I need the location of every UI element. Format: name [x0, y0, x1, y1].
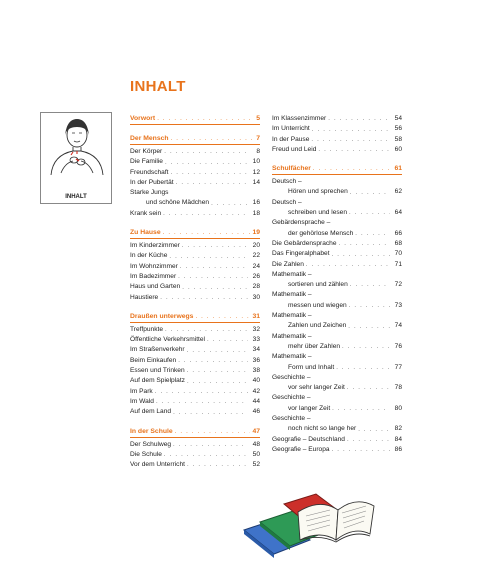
- entry-title: noch nicht so lange her: [288, 425, 357, 433]
- toc-right-column: [272, 114, 402, 464]
- entry-page-number: 46: [252, 408, 260, 416]
- toc-entry: [272, 187, 402, 197]
- page-title: INHALT: [130, 78, 186, 95]
- toc-section-heading: [130, 427, 260, 438]
- section-page-number: 7: [256, 135, 260, 142]
- entry-title: In der Küche: [130, 252, 168, 260]
- toc-entry: [272, 249, 402, 259]
- dot-leader: [336, 364, 390, 373]
- toc-section-vorwort: [130, 114, 260, 125]
- entry-page-number: 42: [252, 387, 260, 395]
- sign-caption: INHALT: [65, 194, 87, 200]
- dot-leader: [173, 409, 248, 418]
- toc-section-in-der-schule: [130, 427, 260, 471]
- dot-leader: [349, 302, 390, 311]
- dot-leader: [306, 261, 390, 270]
- section-heading-text: In der Schule: [130, 427, 173, 435]
- dot-leader: [328, 115, 390, 124]
- entry-page-number: 40: [252, 377, 260, 385]
- toc-entry: [272, 414, 402, 424]
- entry-title: Im Park: [130, 387, 153, 395]
- dot-leader: [178, 273, 248, 282]
- section-page-number: 31: [252, 312, 260, 320]
- entry-page-number: 30: [252, 293, 260, 301]
- entry-title: Im Klassenzimmer: [272, 115, 327, 122]
- entry-title: Mathematik –: [272, 332, 312, 340]
- entry-page-number: 78: [394, 384, 402, 392]
- entry-title: Öffentliche Verkehrsmittel: [130, 336, 206, 344]
- entry-title: Geschichte –: [272, 373, 311, 381]
- entry-title: Die Schule: [130, 450, 162, 458]
- toc-entry: [272, 404, 402, 414]
- entry-title: Im Unterricht: [272, 125, 310, 133]
- section-page-number: 61: [394, 165, 402, 173]
- entry-title: Im Wald: [130, 397, 154, 405]
- toc-entry: [272, 301, 402, 311]
- dot-leader: [169, 253, 248, 262]
- toc-entry: [130, 251, 260, 261]
- toc-entry: [272, 260, 402, 270]
- dot-leader: [180, 263, 248, 272]
- dot-leader: [165, 326, 248, 335]
- toc-entry: [272, 114, 402, 124]
- toc-entry: [130, 262, 260, 272]
- entry-page-number: 76: [394, 342, 402, 350]
- entry-page-number: 44: [252, 397, 260, 405]
- toc-entry: [130, 460, 260, 470]
- dot-leader: [187, 347, 248, 356]
- entry-page-number: 28: [252, 283, 260, 291]
- entry-title: schreiben und lesen: [288, 209, 348, 217]
- toc-entry: [130, 345, 260, 355]
- section-heading-text: Draußen unterwegs: [130, 312, 194, 320]
- entry-page-number: 38: [252, 367, 260, 375]
- dot-leader: [332, 405, 390, 414]
- section-page-number: 47: [252, 427, 260, 435]
- entry-title: Auf dem Land: [130, 408, 172, 416]
- toc-entry: [130, 335, 260, 345]
- toc-section-heading: [130, 134, 260, 145]
- toc-entry: [272, 177, 402, 187]
- entry-page-number: 8: [256, 148, 260, 155]
- entry-page-number: 48: [252, 440, 260, 448]
- dot-leader: [342, 343, 390, 352]
- entry-title: Krank sein: [130, 209, 162, 217]
- dot-leader: [347, 384, 390, 393]
- toc-entry: [130, 168, 260, 178]
- dot-leader: [173, 441, 248, 450]
- dot-leader: [163, 210, 248, 219]
- toc-section-schulfaecher: [272, 164, 402, 455]
- entry-page-number: 16: [252, 199, 260, 207]
- entry-page-number: 50: [252, 450, 260, 458]
- entry-title: Hören und sprechen: [288, 188, 348, 196]
- toc-entry: [130, 407, 260, 417]
- dot-leader: [182, 284, 248, 293]
- toc-entry: [130, 188, 260, 198]
- entry-page-number: 74: [394, 322, 402, 330]
- entry-page-number: 14: [252, 178, 260, 186]
- entry-title: der gehörlose Mensch: [288, 229, 354, 237]
- entry-page-number: 36: [252, 356, 260, 364]
- toc-entry: [130, 147, 260, 157]
- toc-section-zu-hause: [130, 228, 260, 303]
- toc-entry: [272, 342, 402, 352]
- dot-leader: [170, 169, 248, 178]
- toc-entry: [130, 209, 260, 219]
- entry-title: Im Badezimmer: [130, 272, 177, 280]
- entry-page-number: 20: [252, 242, 260, 250]
- entry-title: Zahlen und Zeichen: [288, 322, 347, 330]
- toc-entry: [272, 311, 402, 321]
- dot-leader: [332, 446, 390, 455]
- entry-page-number: 72: [394, 281, 402, 289]
- toc-entry: [130, 440, 260, 450]
- toc-entry: [130, 282, 260, 292]
- entry-title: Haustiere: [130, 293, 159, 301]
- toc-entry: [272, 424, 402, 434]
- dot-leader: [157, 115, 254, 124]
- entry-page-number: 18: [252, 209, 260, 217]
- toc-entry: [272, 280, 402, 290]
- section-page-number: 19: [252, 229, 260, 237]
- toc-entry: [272, 135, 402, 145]
- toc-entry: [130, 178, 260, 188]
- toc-entry: [272, 373, 402, 383]
- entry-page-number: 52: [252, 461, 260, 469]
- entry-title: Im Straßenverkehr: [130, 346, 185, 354]
- entry-title: Im Wohnzimmer: [130, 262, 178, 270]
- entry-page-number: 80: [394, 404, 402, 412]
- entry-title: Vor dem Unterricht: [130, 461, 185, 469]
- toc-left-column: [130, 114, 260, 479]
- entry-title: messen und wiegen: [288, 301, 347, 309]
- toc-entry: [130, 450, 260, 460]
- dot-leader: [347, 436, 390, 445]
- entry-page-number: 10: [252, 158, 260, 166]
- entry-page-number: 71: [394, 260, 402, 268]
- entry-title: und schöne Mädchen: [146, 199, 210, 207]
- toc-entry: [272, 145, 402, 155]
- entry-title: Die Gebärdensprache: [272, 239, 337, 247]
- toc-entry: [130, 293, 260, 303]
- entry-page-number: 60: [394, 145, 402, 153]
- entry-page-number: 77: [394, 363, 402, 371]
- section-heading-text: Zu Hause: [130, 229, 161, 237]
- dot-leader: [350, 189, 390, 198]
- section-page-number: 5: [256, 115, 260, 122]
- entry-title: Haus und Garten: [130, 283, 181, 291]
- entry-title: Der Schulweg: [130, 440, 172, 448]
- entry-page-number: 84: [394, 435, 402, 443]
- toc-section-continued: [272, 114, 402, 155]
- toc-entry: [272, 383, 402, 393]
- entry-title: Im Kinderzimmer: [130, 242, 180, 250]
- toc-entry: [272, 445, 402, 455]
- entry-title: Mathematik –: [272, 270, 312, 278]
- dot-leader: [358, 426, 390, 435]
- dot-leader: [311, 136, 390, 145]
- toc-entry: [272, 393, 402, 403]
- signing-person-icon: [41, 113, 113, 205]
- toc-entry: [272, 239, 402, 249]
- entry-title: Starke Jungs: [130, 189, 169, 197]
- entry-title: Das Fingeralphabet: [272, 250, 330, 258]
- dot-leader: [165, 159, 248, 168]
- entry-page-number: 66: [394, 229, 402, 237]
- toc-section-heading: [272, 164, 402, 175]
- entry-title: Der Körper: [130, 148, 163, 155]
- entry-title: Die Familie: [130, 158, 163, 166]
- dot-leader: [163, 229, 251, 238]
- entry-page-number: 33: [252, 336, 260, 344]
- entry-page-number: 12: [252, 168, 260, 176]
- toc-entry: [130, 157, 260, 167]
- dot-leader: [187, 367, 248, 376]
- dot-leader: [211, 200, 248, 209]
- entry-title: Mathematik –: [272, 312, 312, 320]
- entry-title: In der Pubertät: [130, 178, 174, 186]
- toc-section-heading: [130, 228, 260, 239]
- entry-page-number: 24: [252, 262, 260, 270]
- entry-page-number: 22: [252, 252, 260, 260]
- toc-entry: [272, 270, 402, 280]
- entry-title: vor langer Zeit: [288, 404, 331, 412]
- toc-section-draussen-unterwegs: [130, 312, 260, 418]
- dot-leader: [332, 251, 390, 260]
- dot-leader: [178, 357, 248, 366]
- entry-title: Essen und Trinken: [130, 367, 185, 375]
- toc-entry: [130, 356, 260, 366]
- toc-entry: [272, 321, 402, 331]
- entry-title: Gebärdensprache –: [272, 219, 331, 227]
- sign-illustration: [40, 112, 112, 204]
- dot-leader: [349, 209, 390, 218]
- entry-title: Geografie – Deutschland: [272, 435, 345, 443]
- toc-entry: [130, 376, 260, 386]
- dot-leader: [164, 451, 248, 460]
- toc-entry: [272, 363, 402, 373]
- entry-page-number: 68: [394, 239, 402, 247]
- entry-title: Geschichte –: [272, 394, 311, 402]
- toc-entry: [272, 124, 402, 134]
- dot-leader: [164, 148, 248, 157]
- dot-leader: [187, 378, 248, 387]
- dot-leader: [182, 242, 248, 251]
- toc-entry: [272, 352, 402, 362]
- dot-leader: [350, 281, 390, 290]
- toc-entry: [130, 397, 260, 407]
- toc-entry: [130, 325, 260, 335]
- section-heading-text: Der Mensch: [130, 135, 169, 142]
- dot-leader: [156, 398, 248, 407]
- dot-leader: [195, 313, 250, 322]
- dot-leader: [187, 461, 248, 470]
- toc-entry: [130, 272, 260, 282]
- entry-page-number: 58: [394, 135, 402, 143]
- entry-title: Mathematik –: [272, 291, 312, 299]
- toc-entry: [272, 229, 402, 239]
- dot-leader: [313, 165, 393, 174]
- entry-title: mehr über Zahlen: [288, 342, 341, 350]
- entry-page-number: 32: [252, 325, 260, 333]
- entry-title: Mathematik –: [272, 353, 312, 361]
- toc-section-der-mensch: [130, 134, 260, 219]
- entry-title: Freud und Leid: [272, 145, 317, 153]
- section-heading-text: Vorwort: [130, 115, 156, 122]
- section-heading-text: Schulfächer: [272, 165, 311, 173]
- entry-page-number: 82: [394, 425, 402, 433]
- toc-entry: [130, 198, 260, 208]
- books-illustration: [240, 478, 380, 558]
- dot-leader: [160, 294, 248, 303]
- entry-title: Auf dem Spielplatz: [130, 377, 185, 385]
- toc-section-heading: [130, 312, 260, 323]
- toc-entry: [130, 241, 260, 251]
- toc-entry: [130, 366, 260, 376]
- entry-title: Form und Inhalt: [288, 363, 335, 371]
- dot-leader: [207, 336, 248, 345]
- dot-leader: [355, 230, 390, 239]
- toc-entry: [272, 290, 402, 300]
- entry-title: Deutsch –: [272, 198, 302, 206]
- toc-entry: [272, 198, 402, 208]
- entry-title: sortieren und zählen: [288, 281, 348, 289]
- entry-page-number: 34: [252, 346, 260, 354]
- entry-page-number: 54: [394, 115, 402, 122]
- dot-leader: [348, 323, 390, 332]
- dot-leader: [171, 135, 255, 144]
- dot-leader: [339, 240, 390, 249]
- entry-title: In der Pause: [272, 135, 310, 143]
- entry-page-number: 56: [394, 125, 402, 133]
- entry-page-number: 64: [394, 209, 402, 217]
- entry-title: Beim Einkaufen: [130, 356, 177, 364]
- toc-section-heading: [130, 114, 260, 125]
- entry-title: Geschichte –: [272, 415, 311, 423]
- entry-title: Deutsch –: [272, 178, 302, 186]
- entry-title: Freundschaft: [130, 168, 169, 176]
- dot-leader: [176, 179, 248, 188]
- entry-page-number: 70: [394, 250, 402, 258]
- entry-title: Geografie – Europa: [272, 445, 330, 453]
- dot-leader: [155, 388, 248, 397]
- toc-entry: [272, 332, 402, 342]
- dot-leader: [175, 428, 251, 437]
- entry-page-number: 86: [394, 445, 402, 453]
- toc-entry: [272, 218, 402, 228]
- entry-page-number: 26: [252, 272, 260, 280]
- entry-title: vor sehr langer Zeit: [288, 384, 345, 392]
- entry-page-number: 62: [394, 188, 402, 196]
- entry-page-number: 73: [394, 301, 402, 309]
- toc-entry: [272, 435, 402, 445]
- dot-leader: [318, 146, 390, 155]
- entry-title: Die Zahlen: [272, 260, 304, 268]
- entry-title: Treffpunkte: [130, 325, 163, 333]
- toc-entry: [130, 387, 260, 397]
- toc-entry: [272, 208, 402, 218]
- dot-leader: [312, 126, 390, 135]
